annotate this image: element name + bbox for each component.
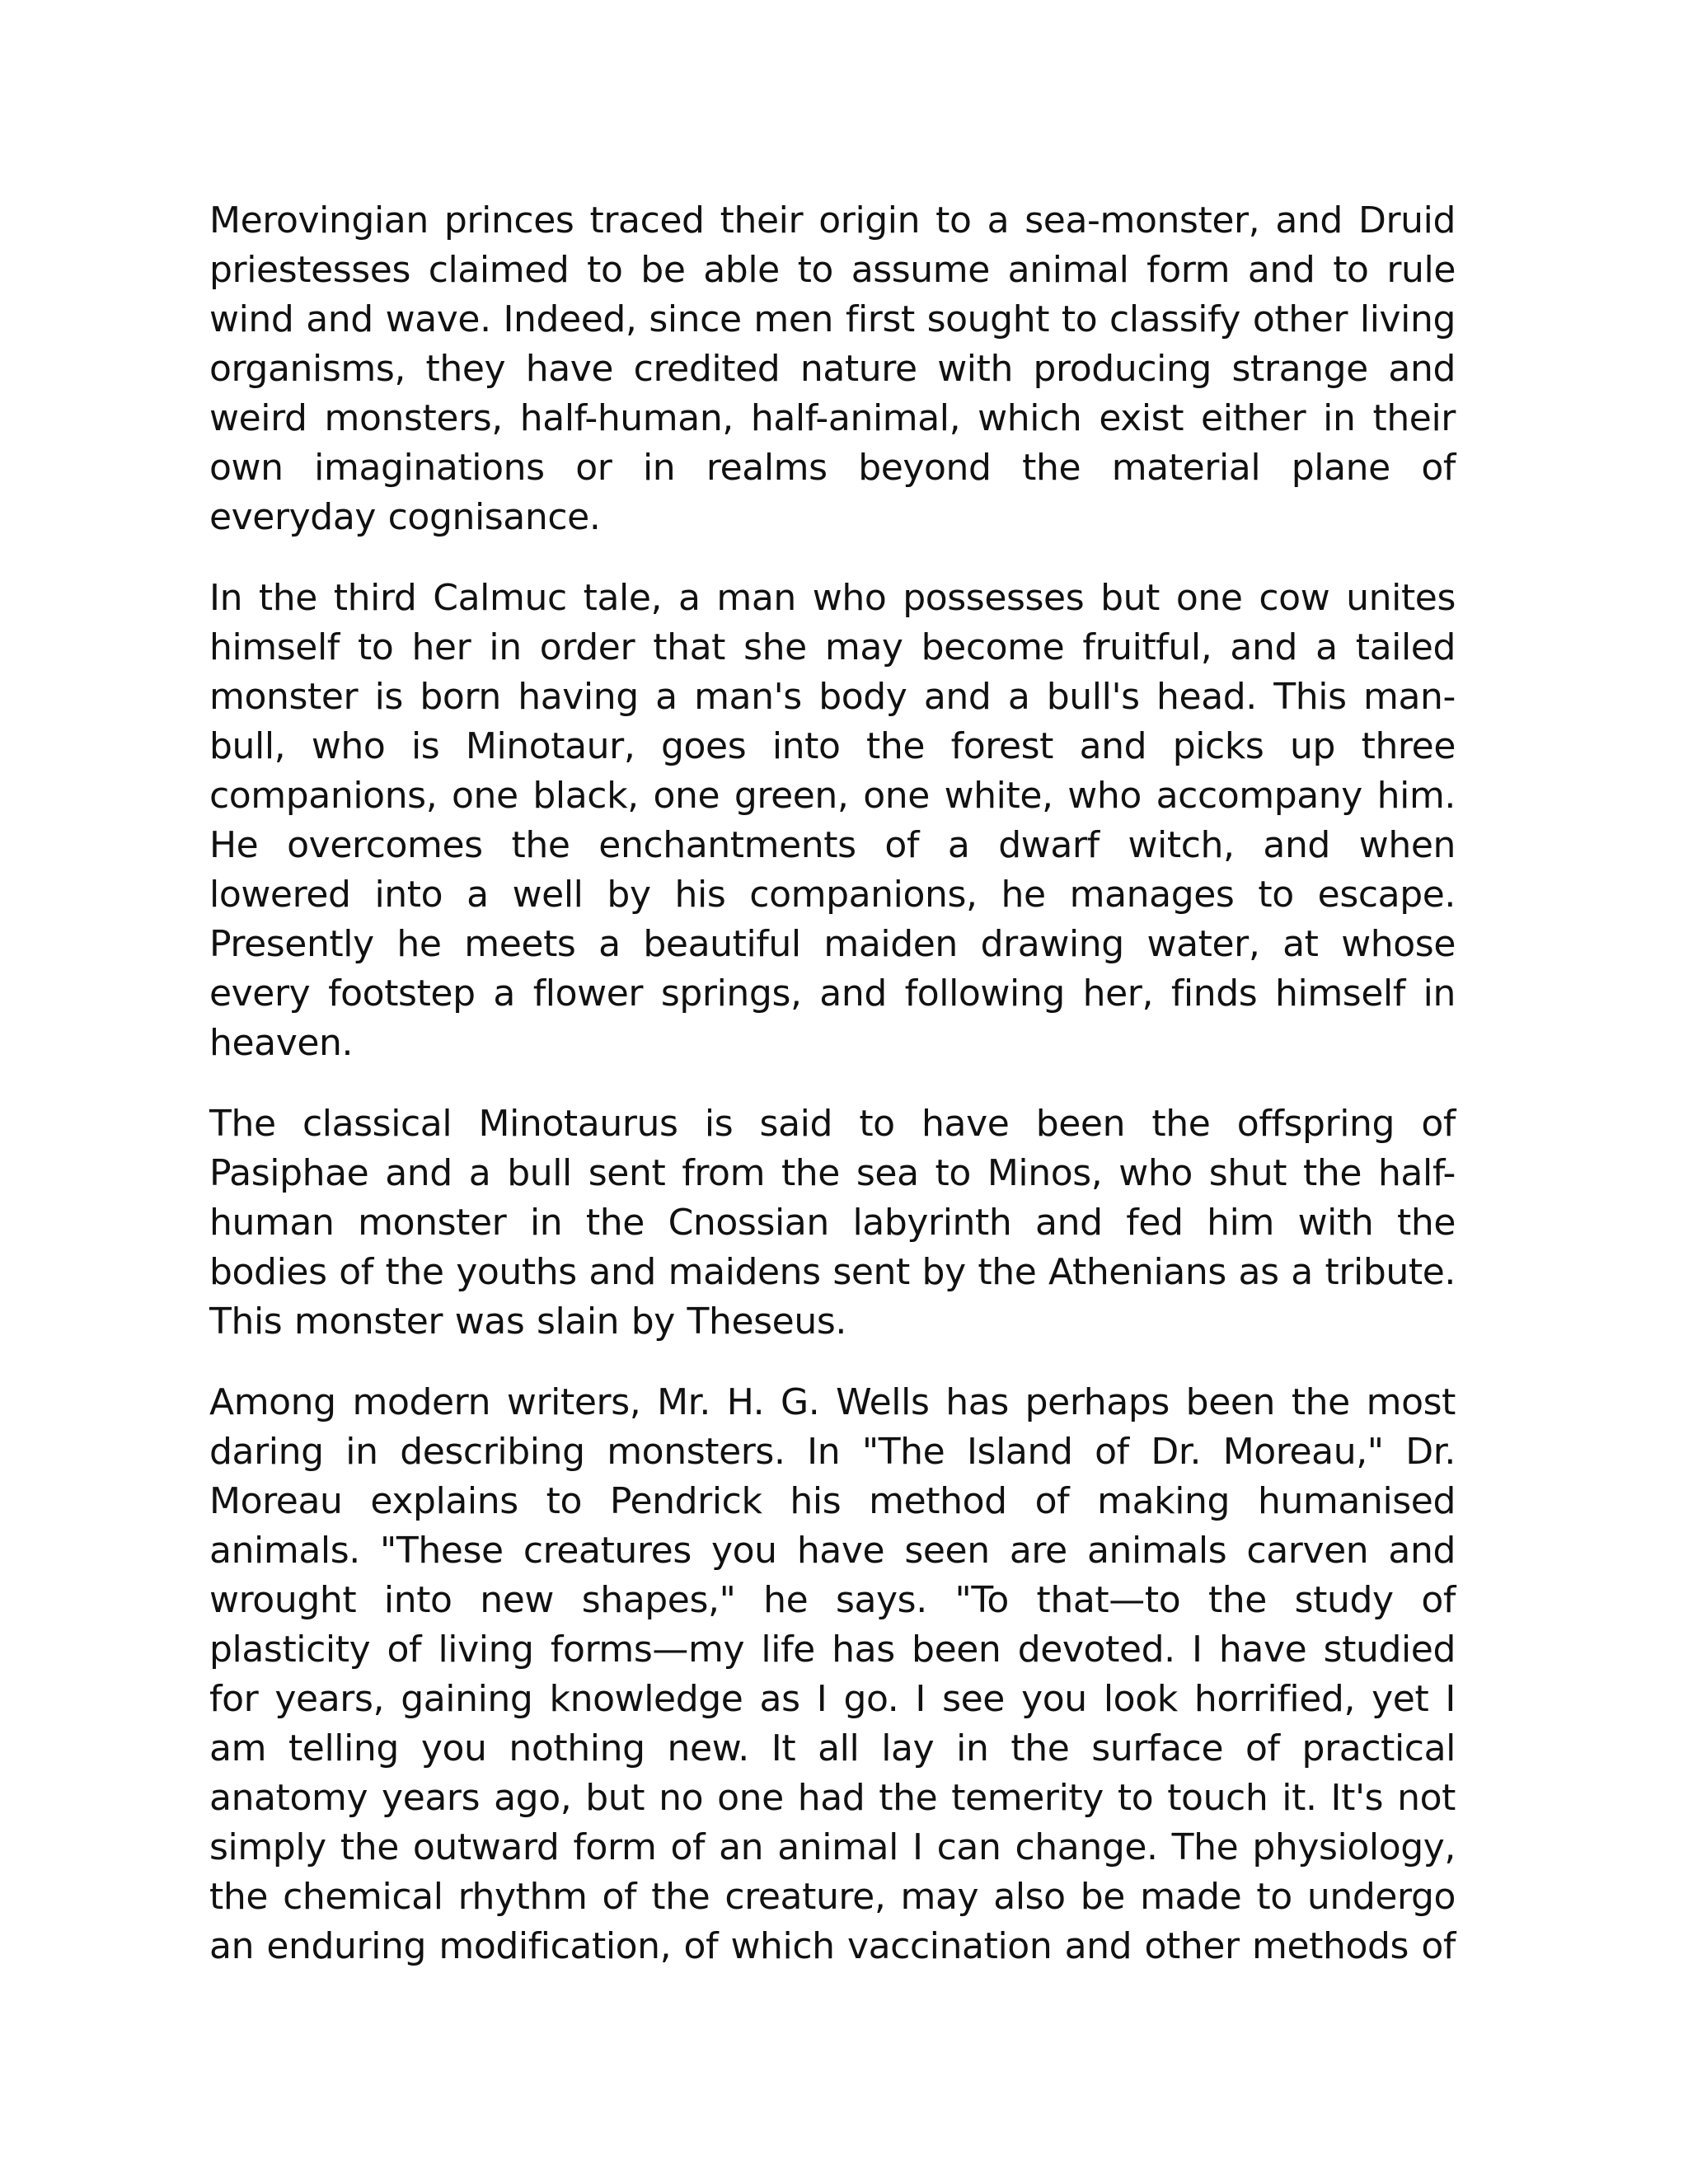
- document-page: [209, 196, 1456, 2003]
- paragraph-calmuc-tale: In the third Calmuc tale, a man who possesses but one cow unites himself to her in order that she may become fruitful, and a tailed monster is born having a man's body and a bull's head. This man-bull, who is Minotaur, goes into the forest and picks up three companions, one black, one green, one white, who accompany him. He overcomes the enchantments of a dwarf witch, and when lowered into a well by his companions, he manages to escape. Presently he meets a beautiful maiden drawing water, at whose every footstep a flower springs, and following her, finds himself in heaven.: [209, 577, 1456, 1064]
- paragraph-minotaurus: The classical Minotaurus is said to have been the offspring of Pasiphae and a bull sent from the sea to Minos, who shut the half-human monster in the Cnossian labyrinth and fed him with the bodies of the youths and maidens sent by the Athenians as a tribute. This monster was slain by Theseus.: [209, 1103, 1456, 1343]
- paragraph-wells-moreau: Among modern writers, Mr. H. G. Wells has perhaps been the most daring in describing monsters. In "The Island of Dr. Moreau," Dr. Moreau explains to Pendrick his method of making humanised animals. "These creatures you have seen are animals carven and wrought into new shapes," he says. "To that—to the study of plasticity of living forms—my life has been devoted. I have studied for years, gaining knowledge as I go. I see you look horrified, yet I am telling you nothing new. It all lay in the surface of practical anatomy years ago, but no one had the temerity to touch it. It's not simply the outward form of an animal I can change. The physiology, the chemical rhythm of the creature, may also be made to undergo an enduring modification, of which vaccination and other methods of: [209, 1381, 1456, 1967]
- paragraph-merovingian: Merovingian princes traced their origin to a sea-monster, and Druid priestesses claimed to be able to assume animal form and to rule wind and wave. Indeed, since men first sought to classify other living organisms, they have credited nature with producing strange and weird monsters, half-human, half-animal, which exist either in their own imaginations or in realms beyond the material plane of everyday cognisance.: [209, 199, 1456, 538]
